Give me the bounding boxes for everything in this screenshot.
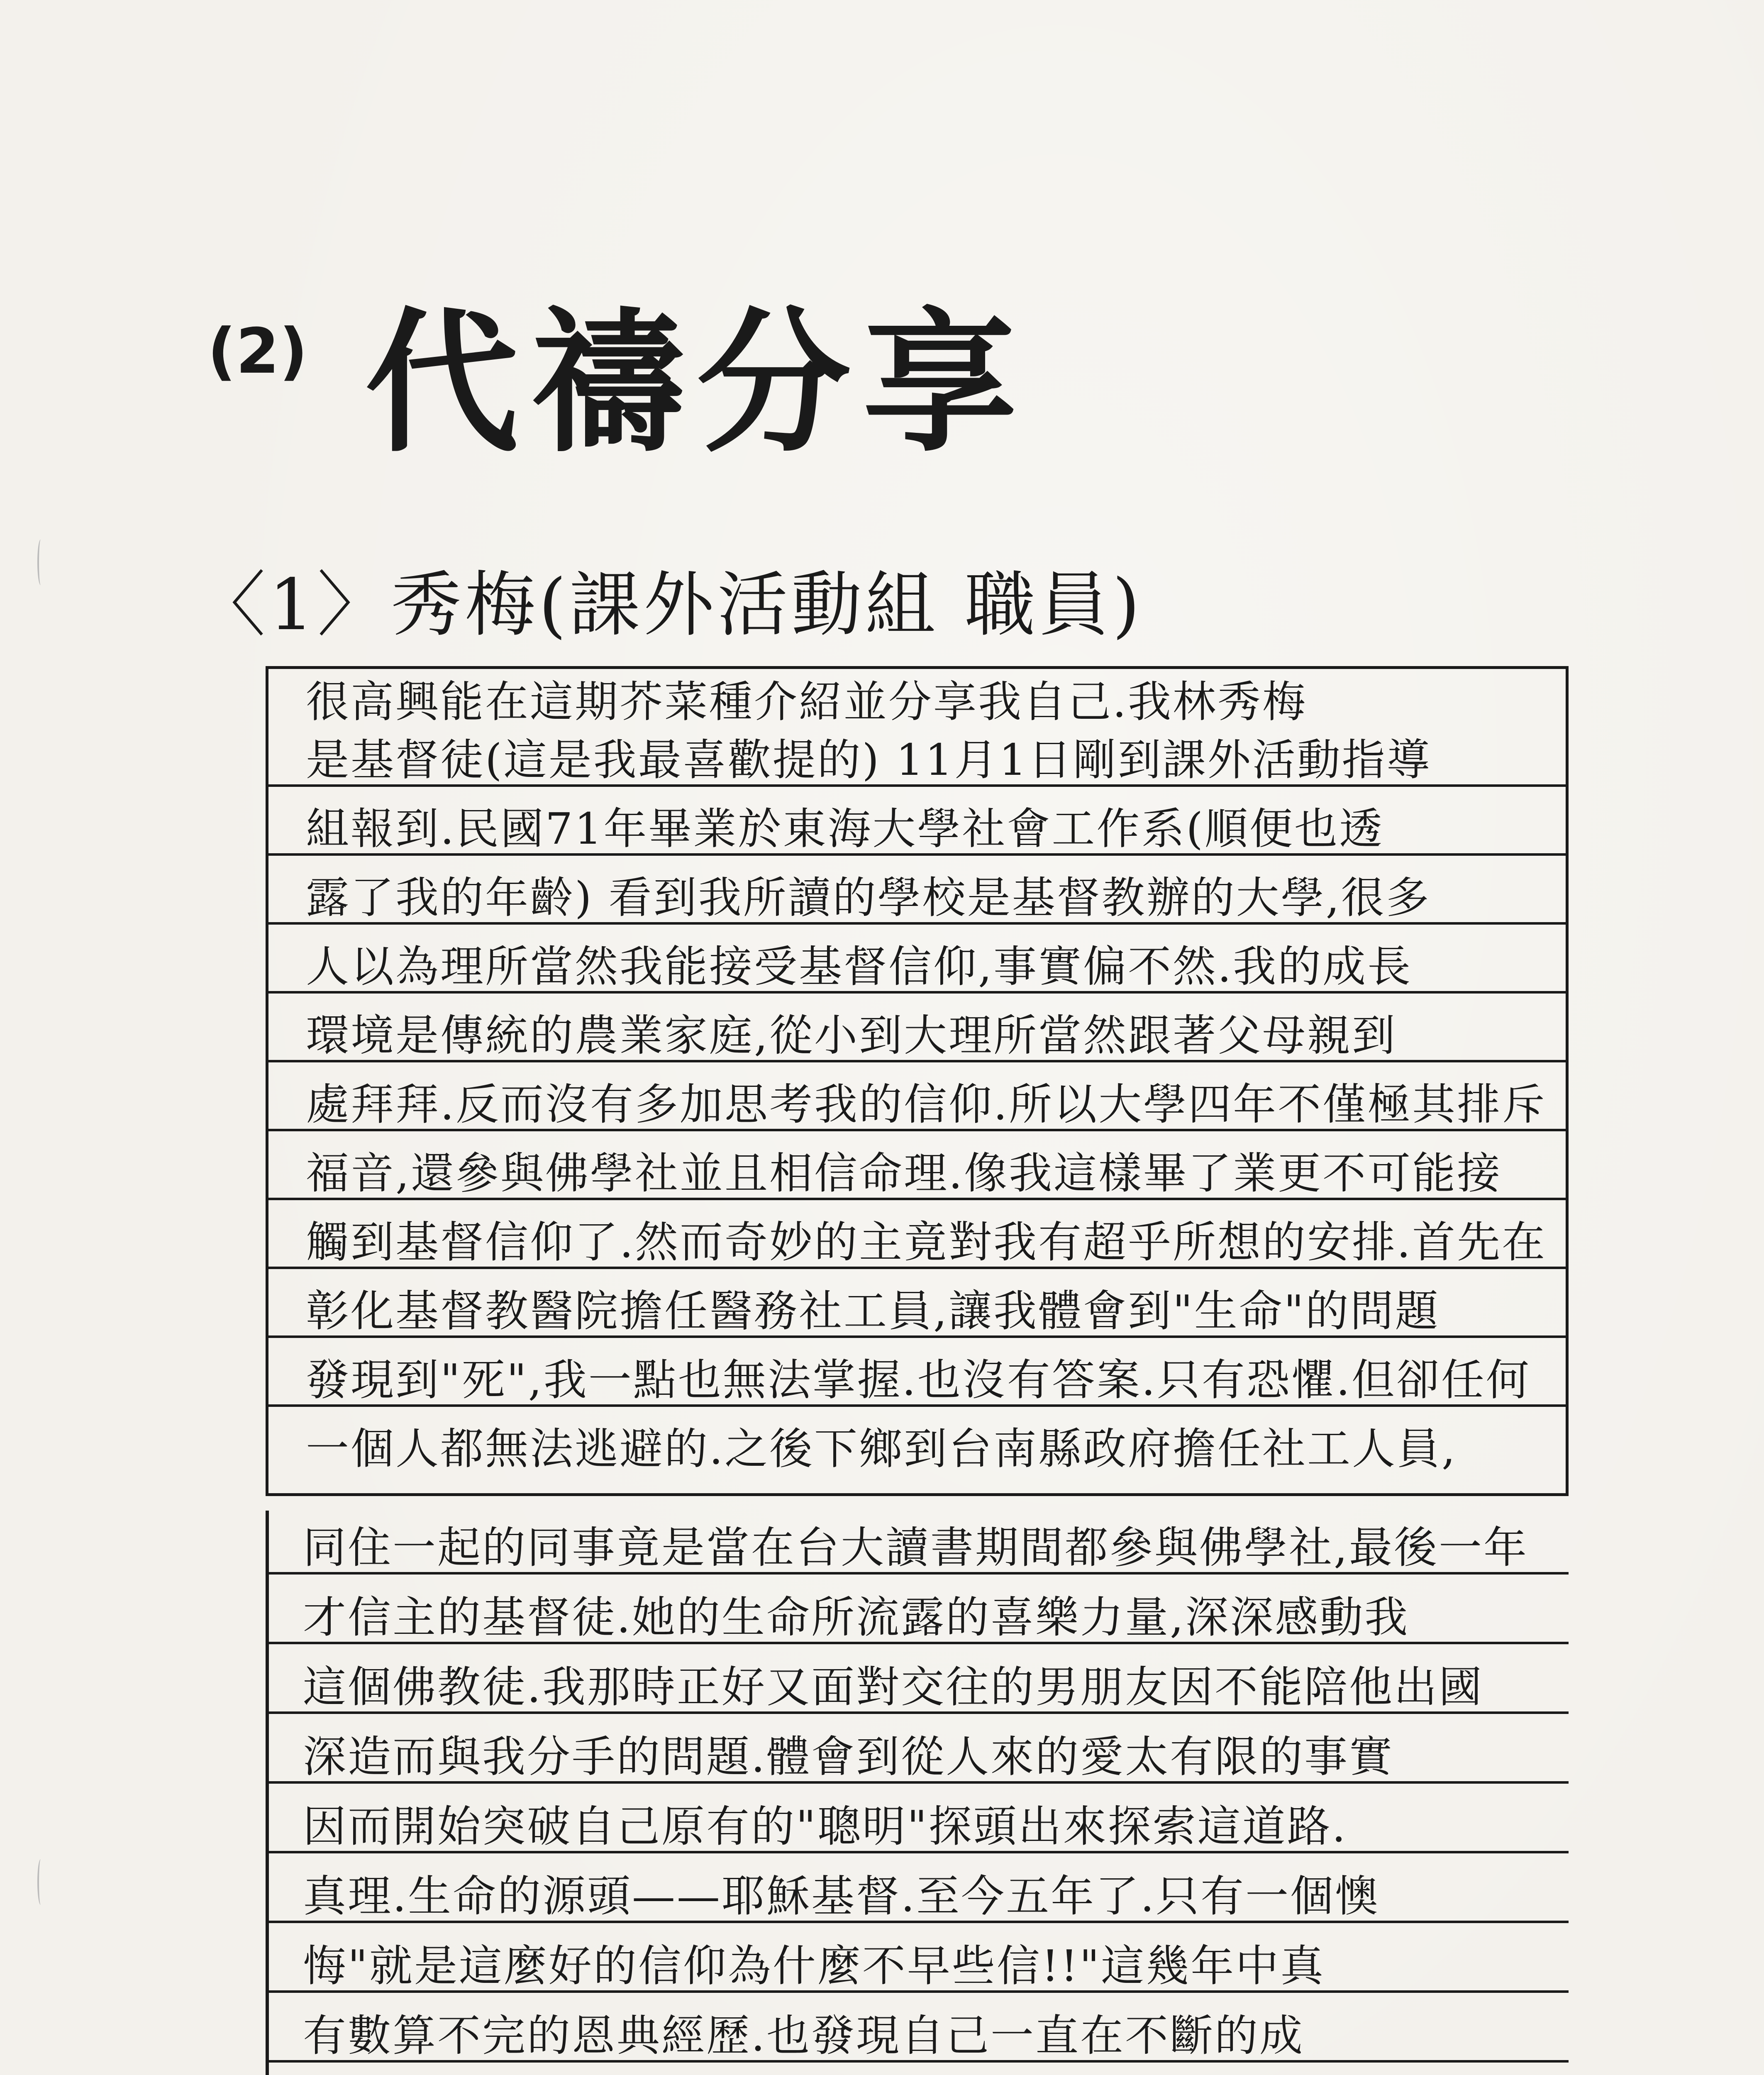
section-number: (2) [207,315,308,388]
boxed-line: 彰化基督教醫院擔任醫務社工員,讓我體會到"生命"的問題 [268,1286,1566,1338]
boxed-line: 一個人都無法逃避的.之後下鄉到台南縣政府擔任社工人員, [306,1424,1457,1474]
lined-line: 真理.生命的源頭——耶穌基督.至今五年了.只有一個懊 [266,1872,1569,1923]
margin-mark [37,540,44,585]
lined-line: 因而開始突破自己原有的"聰明"探頭出來探索這道路. [266,1802,1569,1853]
boxed-line: 觸到基督信仰了.然而奇妙的主竟對我有超乎所想的安排.首先在 [268,1218,1566,1269]
lined-line: 悔"就是這麼好的信仰為什麼不早些信!!"這幾年中真 [266,1941,1569,1993]
boxed-paragraph [266,666,1569,1496]
lined-line: 才信主的基督徒.她的生命所流露的喜樂力量,深深感動我 [266,1593,1569,1644]
boxed-line: 露了我的年齡) 看到我所讀的學校是基督教辦的大學,很多 [268,873,1566,925]
lined-paragraph [266,1511,1569,2075]
lined-line: 這個佛教徒.我那時正好又面對交往的男朋友因不能陪他出國 [266,1662,1569,1714]
boxed-line: 人以為理所當然我能接受基督信仰,事實偏不然.我的成長 [268,942,1566,994]
lined-line: 同住一起的同事竟是當在台大讀書期間都參與佛學社,最後一年 [266,1523,1569,1575]
lined-line: 有數算不完的恩典經歷.也發現自己一直在不斷的成 [266,2011,1569,2063]
boxed-line: 處拜拜.反而沒有多加思考我的信仰.所以大學四年不僅極其排斥 [268,1080,1566,1131]
boxed-line: 很高興能在這期芥菜種介紹並分享我自己.我林秀梅 [306,677,1308,727]
margin-mark [37,1859,44,1905]
page-title: 代禱分享 [365,295,1029,473]
subtitle: 〈1〉秀梅(課外活動組 職員) [195,564,1143,646]
boxed-line: 組報到.民國71年畢業於東海大學社會工作系(順便也透 [268,804,1566,856]
boxed-line: 福音,還參與佛學社並且相信命理.像我這樣畢了業更不可能接 [268,1149,1566,1200]
boxed-line: 發現到"死",我一點也無法掌握.也沒有答案.只有恐懼.但卻任何 [268,1355,1566,1407]
boxed-line: 環境是傳統的農業家庭,從小到大理所當然跟著父母親到 [268,1011,1566,1062]
lined-line: 深造而與我分手的問題.體會到從人來的愛太有限的事實 [266,1732,1569,1784]
boxed-line: 是基督徒(這是我最喜歡提的) 11月1日剛到課外活動指導 [268,735,1566,787]
